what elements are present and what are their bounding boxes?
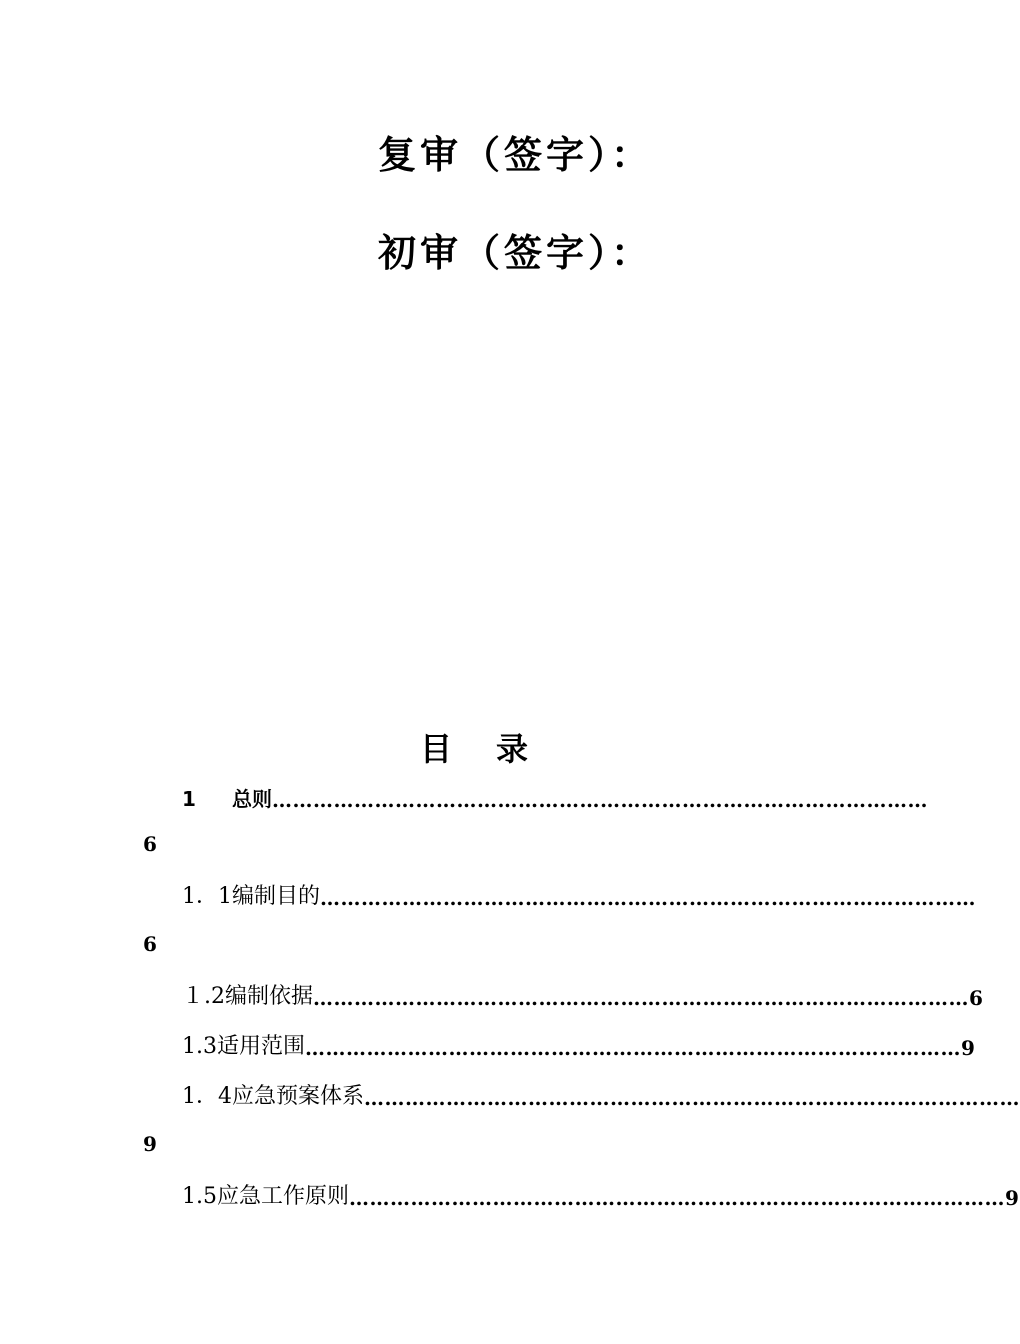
toc-leader-dots: …………………………………………………………………………………… [364, 1086, 1020, 1110]
toc-entry-label: 1．1编制目的 [182, 884, 320, 909]
toc-entry-label: 1 总则 [182, 787, 272, 811]
toc-leader-dots: …………………………………………………………………………………… [313, 986, 969, 1010]
toc-entry-label: 1．4应急预案体系 [182, 1084, 364, 1109]
toc-entry-label: 1.3适用范围 [182, 1034, 305, 1059]
toc-entry[interactable] [182, 1080, 1020, 1110]
toc-title [420, 724, 528, 770]
toc-entry-label: 1.5应急工作原则 [182, 1184, 349, 1209]
toc-entry[interactable] [182, 980, 983, 1010]
toc-leader-dots: …………………………………………………………………………………… [305, 1036, 961, 1060]
toc-leader-dots: …………………………………………………………………………………… [320, 886, 976, 910]
toc-leader-dots: …………………………………………………………………………………… [349, 1186, 1005, 1210]
toc-entry[interactable] [182, 1030, 975, 1060]
review-signature-label: 复审（签字）： [378, 132, 654, 177]
toc-entry-page: 9 [1005, 1186, 1019, 1210]
toc-entry[interactable] [182, 880, 976, 910]
toc-entry-number: 1 [182, 787, 196, 811]
toc-entry[interactable] [182, 1180, 1019, 1210]
initial-signature-label: 初审（签字）： [378, 230, 654, 275]
toc-entry-page: 6 [969, 986, 983, 1010]
toc-title-part2: 录 [496, 730, 529, 768]
toc-entry-page: 6 [143, 932, 157, 956]
toc-title-part1: 目 [420, 730, 453, 768]
toc-leader-dots: …………………………………………………………………………………… [272, 788, 928, 812]
toc-entry-label: １.2编制依据 [182, 984, 313, 1009]
toc-entry-page: 9 [961, 1036, 975, 1060]
toc-entry-page: 6 [143, 832, 157, 856]
toc-entry[interactable] [182, 782, 928, 812]
toc-entry-page: 9 [143, 1132, 157, 1156]
